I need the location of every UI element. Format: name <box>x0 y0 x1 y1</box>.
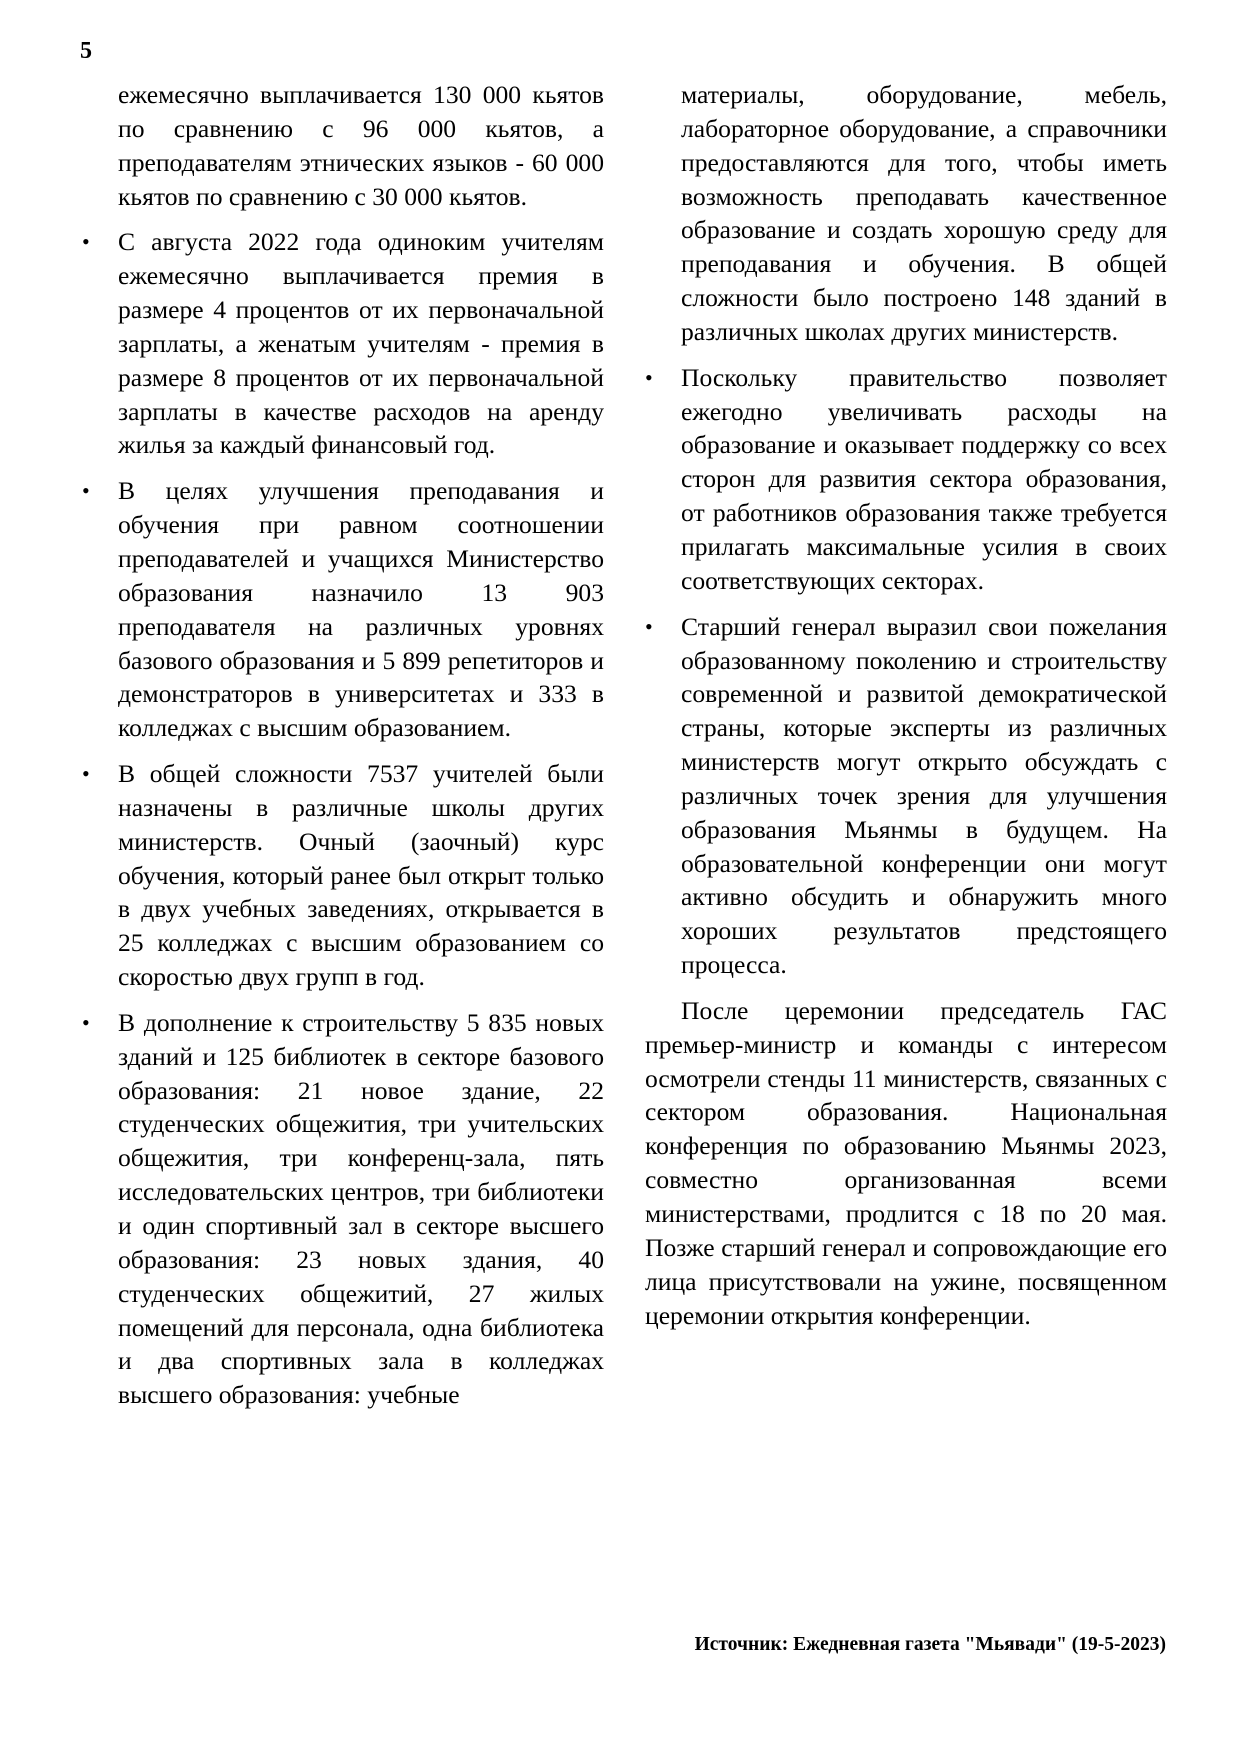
bullet-icon: • <box>82 229 90 255</box>
list-item <box>645 610 1167 982</box>
right-column <box>645 78 1167 1332</box>
bullet-icon: • <box>82 478 90 504</box>
left-continuation-text: ежемесячно выплачивается 130 000 кьятов по сравнению с 96 000 кьятов, а преподавателям этнических языков - 60 000 кьятов по сравнению с 30 000 кьятов. <box>118 80 604 211</box>
list-item <box>82 474 604 745</box>
left-bullet-list <box>82 225 604 1412</box>
list-item <box>82 1006 604 1412</box>
bullet-text: С августа 2022 года одиноким учителям ежемесячно выплачивается премия в размере 4 процентов от их первоначальной зарплаты, а женатым учителям - премия в размере 8 процентов от их первоначальной зарплаты в качестве расходов на аренду жилья за каждый финансовый год. <box>118 227 604 460</box>
bullet-icon: • <box>82 1009 90 1035</box>
source-credit: Источник: Ежедневная газета "Мьявади" (19-5-2023) <box>694 1634 1166 1655</box>
left-column <box>82 78 604 1424</box>
list-item <box>82 225 604 462</box>
bullet-text: Поскольку правительство позволяет ежегодно увеличивать расходы на образование и оказывает поддержку со всех сторон для развития сектора образования, от работников образования также требуется прилагать максимальные усилия в своих соответствующих секторах. <box>681 362 1167 595</box>
bullet-text: В целях улучшения преподавания и обучения при равном соотношении преподавателей и учащихся Министерство образования назначило 13 903 преподавателя на различных уровнях базового образования и 5 899 репетиторов и демонстраторов в университетах и 333 в колледжах с высшим образованием. <box>118 476 604 743</box>
page-number: 5 <box>80 38 92 64</box>
bullet-icon: • <box>82 761 90 787</box>
bullet-text: Старший генерал выразил свои пожелания образованному поколению и строительству современной и развитой демократической страны, которые эксперты из различных министерств могут открыто обсуждать с различных точек зрения для улучшения образования Мьянмы в будущем. На образовательной конференции они могут активно обсудить и обнаружить много хороших результатов предстоящего процесса. <box>681 611 1167 980</box>
list-item <box>82 757 604 994</box>
right-continuation-text: материалы, оборудование, мебель, лабораторное оборудование, а справочники предоставляются для того, чтобы иметь возможность преподавать качественное образование и создать хорошую среду для преподавания и обучения. В общей сложности было построено 148 зданий в различных школах других министерств. <box>681 80 1167 346</box>
bullet-text: В дополнение к строительству 5 835 новых зданий и 125 библиотек в секторе базового образования: 21 новое здание, 22 студенческих общежития, три учительских общежития, три конференц-зала, пять исследовательских центров, три библиотеки и один спортивный зал в секторе высшего образования: 23 новых здания, 40 студенческих общежитий, 27 жилых помещений для персонала, одна библиотека и два спортивных зала в колледжах высшего образования: учебные <box>118 1007 604 1410</box>
right-bullet-list <box>645 361 1167 982</box>
closing-paragraph: После церемонии председатель ГАС премьер-министр и команды с интересом осмотрели стенды 11 министерств, связанных с сектором образования. Национальная конференция по образованию Мьянмы 2023, совместно организованная всеми министерствами, продлится с 18 по 20 мая. Позже старший генерал и сопровождающие его лица присутствовали на ужине, посвященном церемонии открытия конференции. <box>645 995 1167 1330</box>
bullet-icon: • <box>645 613 653 639</box>
list-item <box>645 361 1167 598</box>
bullet-text: В общей сложности 7537 учителей были назначены в различные школы других министерств. Очный (заочный) курс обучения, который ранее был открыт только в двух учебных заведениях, открывается в 25 колледжах с высшим образованием со скоростью двух групп в год. <box>118 759 604 992</box>
bullet-icon: • <box>645 364 653 390</box>
